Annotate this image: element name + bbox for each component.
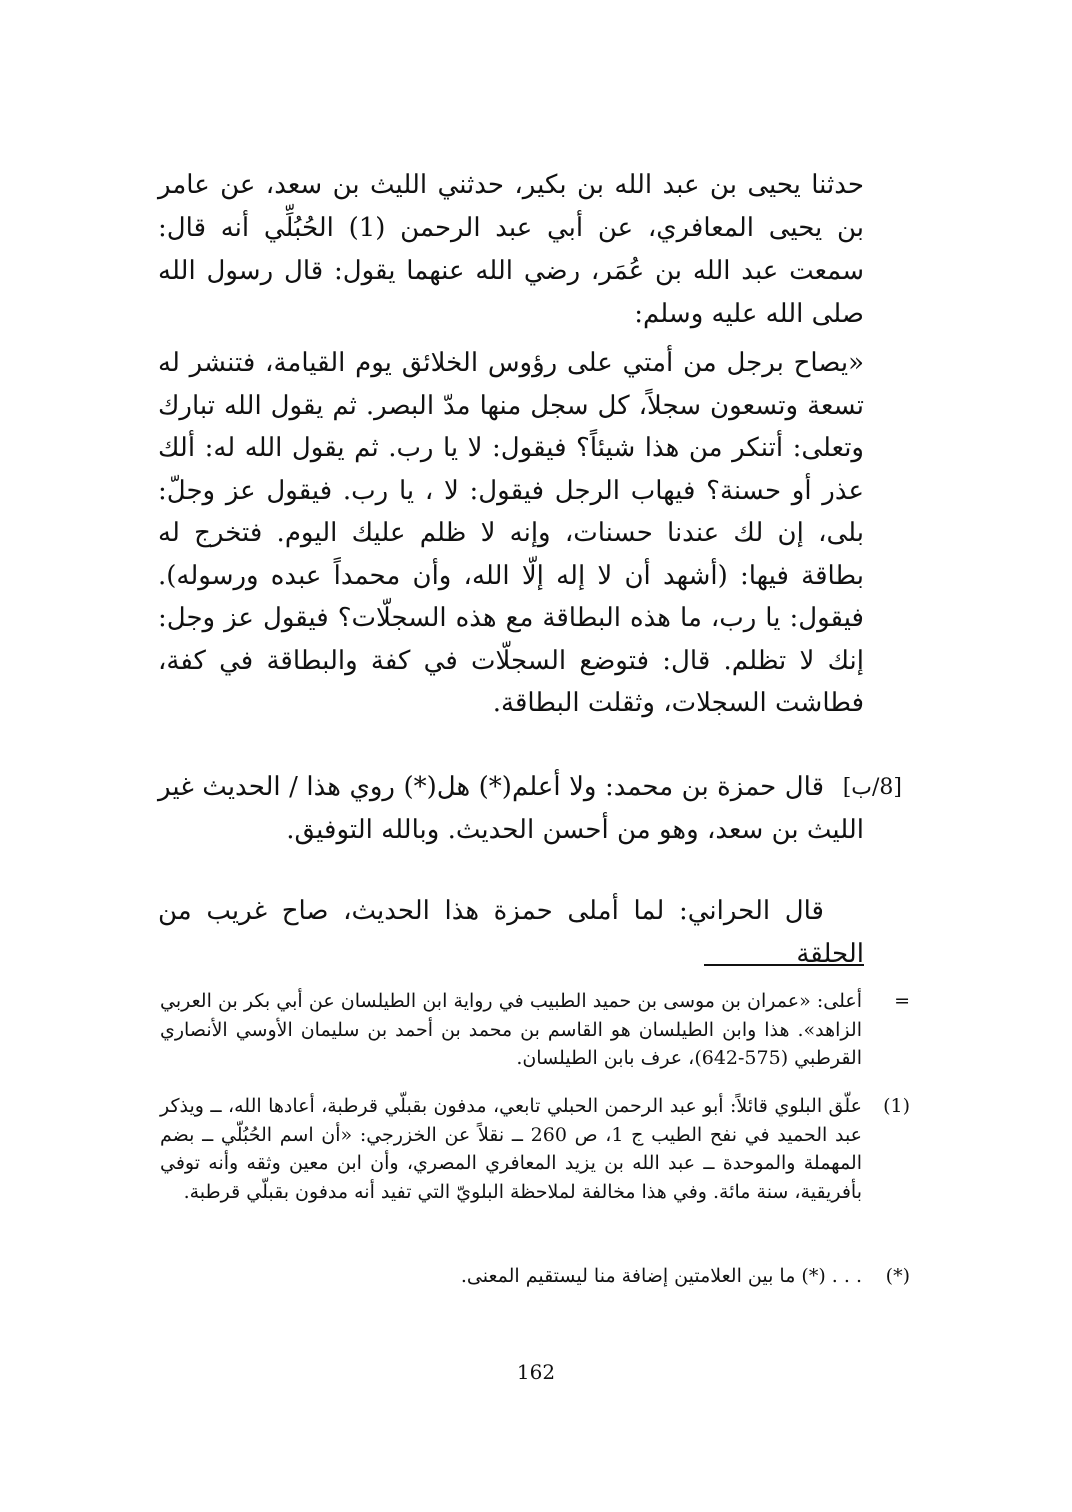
footnote-star xyxy=(160,1262,910,1291)
commentary-paragraph xyxy=(158,766,864,852)
footnote-star-text: . . . (*) ما بين العلامتين إضافة منا ليستقيم المعنى. xyxy=(460,1265,862,1287)
footnote-1 xyxy=(160,1092,910,1206)
footnote-continuation-text: أعلى: «عمران بن موسى بن حميد الطبيب في رواية ابن الطيلسان عن أبي بكر بن العربي الزاهد». هذا وابن الطيلسان هو القاسم بن محمد بن أحمد بن سليمان الأوسي الأنصاري القرطبي (575-642)، عرف بابن الطيلسان. xyxy=(160,990,862,1069)
commentary-text: قال حمزة بن محمد: ولا أعلم(*) هل(*) روي هذا / الحديث غير الليث بن سعد، وهو من أحسن الحديث. وبالله التوفيق. xyxy=(158,772,864,845)
footnote-continuation-mark: = xyxy=(894,990,910,1012)
isnad-paragraph: حدثنا يحيى بن عبد الله بن بكير، حدثني الليث بن سعد، عن عامر بن يحيى المعافري، عن أبي عبد الرحمن (1) الحُبُلِّي أنه قال: سمعت عبد الله بن عُمَر، رضي الله عنهما يقول: قال رسول الله صلى الله عليه وسلم: xyxy=(158,170,864,329)
folio-marker: [8/ب] xyxy=(842,775,902,800)
footnote-continuation xyxy=(160,987,910,1073)
footnote-1-mark: (1) xyxy=(883,1095,910,1117)
footnote-star-mark: (*) xyxy=(885,1265,910,1287)
footnote-1-text: علّق البلوي قائلاً: أبو عبد الرحمن الحبلي تابعي، مدفون بقبلّي قرطبة، أعادها الله، ــ ويذكر عبد الحميد في نفح الطيب ج 1، ص 260 ــ نقلاً عن الخزرجي: «أن اسم الحُبُلّي ــ بضم المهملة والموحدة ــ عبد الله بن يزيد المعافري المصري، وأن ابن معين وثقه وأنه توفي بأفريقية، سنة مائة. وفي هذا مخالفة لملاحظة البلويّ التي تفيد أنه مدفون بقبلّي قرطبة. xyxy=(160,1095,863,1203)
hadith-text: «يصاح برجل من أمتي على رؤوس الخلائق يوم القيامة، فتنشر له تسعة وتسعون سجلاً، كل سجل منها مدّ البصر. ثم يقول الله تبارك وتعلى: أتنكر من هذا شيئاً؟ فيقول: لا يا رب. ثم يقول الله له: ألك عذر أو حسنة؟ فيهاب الرجل فيقول: لا ، يا رب. فيقول عز وجلّ: بلى، إن لك عندنا حسنات، وإنه لا ظلم عليك اليوم. فتخرج له بطاقة فيها: (أشهد أن لا إله إلّا الله، وأن محمداً عبده ورسوله). فيقول: يا رب، ما هذه البطاقة مع هذه السجلّات؟ فيقول عز وجل: إنك لا تظلم. قال: فتوضع السجلّات في كفة والبطاقة في كفة، فطاشت السجلات، وثقلت البطاقة. xyxy=(158,348,864,718)
page-number: 162 xyxy=(516,1360,556,1384)
closing-line: قال الحراني: لما أملى حمزة هذا الحديث، صاح غريب من الحلقة xyxy=(158,896,864,969)
footnote-separator xyxy=(704,964,864,966)
